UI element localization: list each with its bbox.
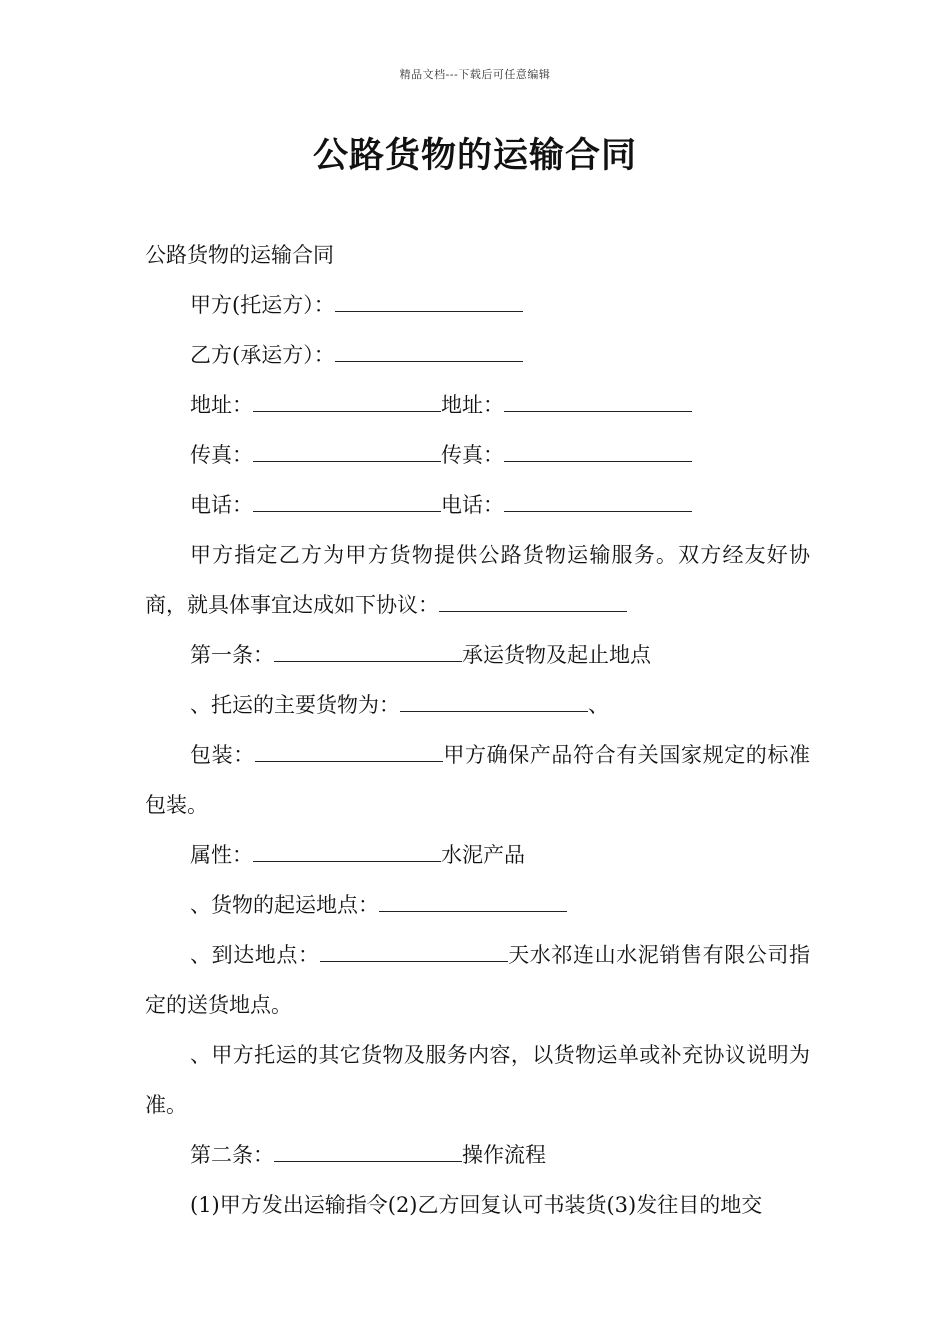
subtitle [145,230,810,280]
origin-label: 、货物的起运地点： [190,893,379,917]
party-a-blank [335,297,523,312]
party-b-line [145,330,810,380]
fax-label-b: 传真： [441,443,504,467]
party-b-blank [335,347,523,362]
address-line [145,380,810,430]
goods-main-label: 、托运的主要货物为： [190,693,400,717]
attr-line [145,830,810,880]
flow-text: (1)甲方发出运输指令(2)乙方回复认可书装货(3)发往目的地交 [190,1193,763,1217]
address-blank-a [253,397,441,412]
article2-label: 第二条： [190,1143,274,1167]
article1-blank [274,647,462,662]
intro-blank [439,597,627,612]
package-blank [255,747,443,762]
destination-text: 天水祁连山水泥销售有限公司指定的送货地点。 [145,943,811,1017]
article1-title: 承运货物及起止地点 [462,643,651,667]
attr-label: 属性： [190,843,253,867]
intro-paragraph [145,530,810,630]
destination-paragraph [145,930,810,1030]
attr-text: 水泥产品 [441,843,525,867]
phone-label-b: 电话： [441,493,504,517]
phone-line [145,480,810,530]
fax-label-a: 传真： [190,443,253,467]
package-label: 包装： [190,743,255,767]
package-text: 甲方确保产品符合有关国家规定的标准包装。 [145,743,811,817]
document-title: 公路货物的运输合同 [312,136,637,176]
fax-blank-b [504,447,692,462]
attr-blank [253,847,441,862]
origin-blank [379,897,567,912]
other-paragraph [145,1030,810,1130]
party-a-line [145,280,810,330]
flow-line [145,1180,810,1230]
address-blank-b [504,397,692,412]
goods-main-line [145,680,810,730]
party-b-label: 乙方(承运方）： [190,343,335,367]
destination-label: 、到达地点： [190,943,320,967]
article1-label: 第一条： [190,643,274,667]
address-label-a: 地址： [190,393,253,417]
party-a-label: 甲方(托运方）： [190,293,335,317]
phone-label-a: 电话： [190,493,253,517]
document-body [145,230,810,1230]
phone-blank-b [504,497,692,512]
destination-blank [320,947,508,962]
address-label-b: 地址： [441,393,504,417]
header-note: 精品文档---下载后可任意编辑 [399,68,551,81]
article2-title: 操作流程 [462,1143,546,1167]
phone-blank-a [253,497,441,512]
intro-text: 甲方指定乙方为甲方货物提供公路货物运输服务。双方经友好协商，就具体事宜达成如下协议： [145,543,810,617]
article1-line [145,630,810,680]
other-text: 、甲方托运的其它货物及服务内容，以货物运单或补充协议说明为准。 [145,1043,810,1117]
article2-line [145,1130,810,1180]
article2-blank [274,1147,462,1162]
subtitle-text: 公路货物的运输合同 [145,243,334,267]
package-paragraph [145,730,810,830]
goods-main-tail: 、 [588,693,609,717]
origin-line [145,880,810,930]
fax-line [145,430,810,480]
fax-blank-a [253,447,441,462]
goods-main-blank [400,697,588,712]
